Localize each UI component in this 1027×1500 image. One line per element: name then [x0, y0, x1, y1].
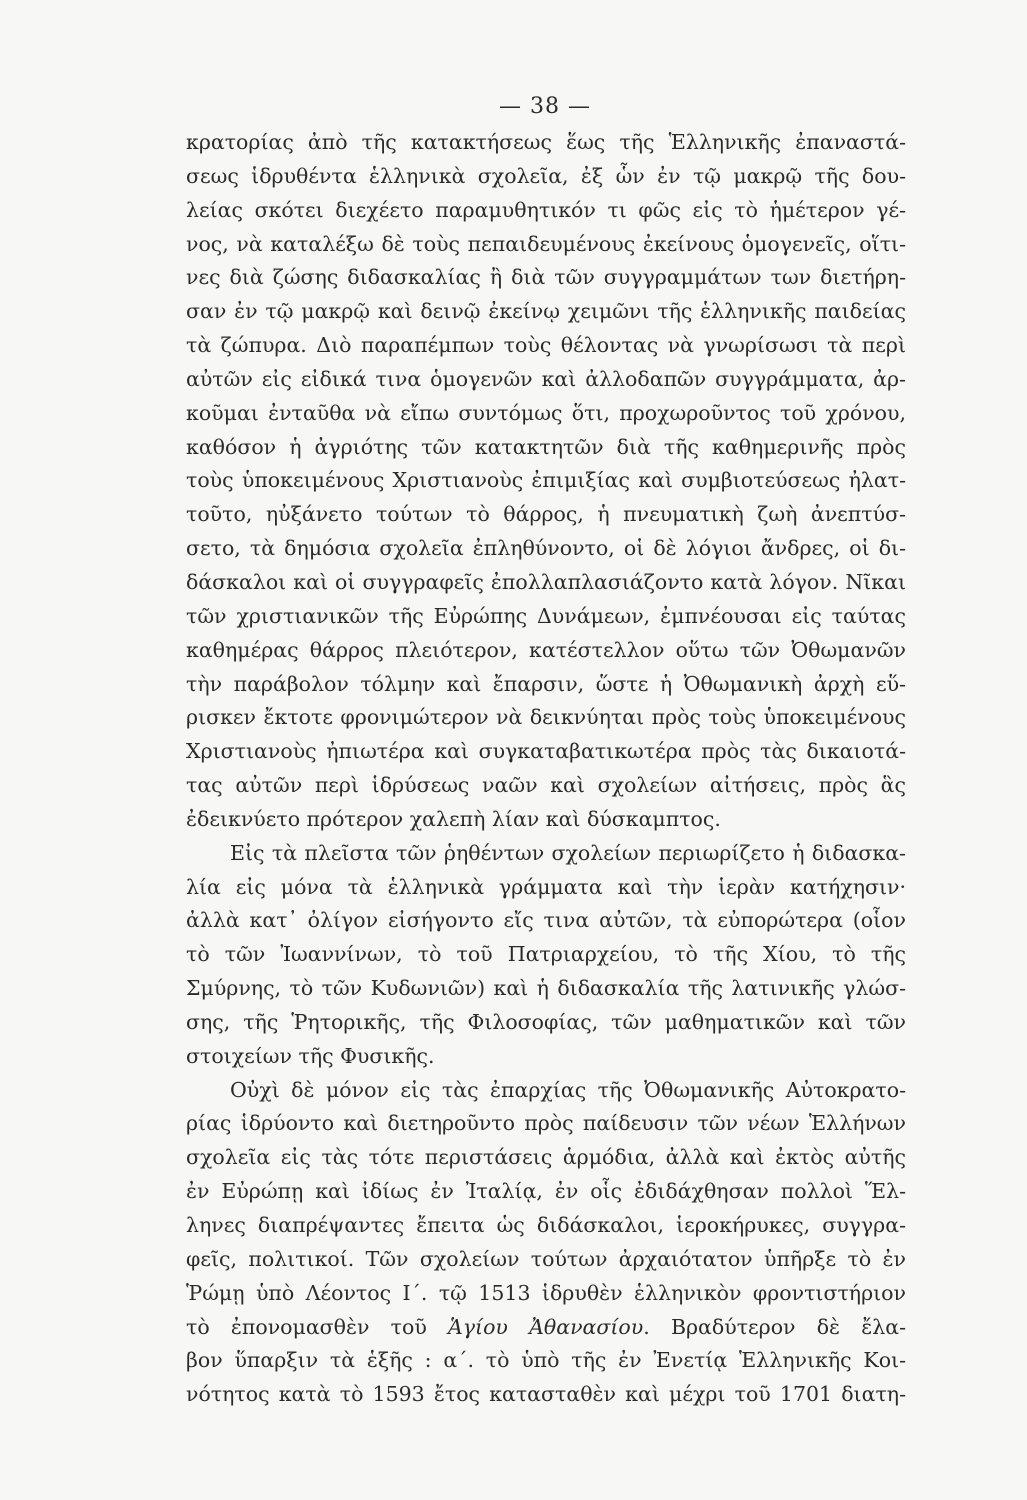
text-line: νος, νὰ καταλέξω δὲ τοὺς πεπαιδευμένους ἐκείνους ὁμογενεῖς, οἵτι- [186, 231, 906, 256]
text-line: καθόσον ἡ ἀγριότης τῶν κατακτητῶν διὰ τῆς καθημερινῆς πρὸς [186, 434, 906, 459]
text-line: νες διὰ ζώσης διδασκαλίας ἢ διὰ τῶν συγγραμμάτων των διετήρη- [186, 265, 906, 290]
text-line: τὸ τῶν Ἰωαννίνων, τὸ τοῦ Πατριαρχείου, τὸ τῆς Χίου, τὸ τῆς [186, 942, 906, 967]
text-line: λείας σκότει διεχέετο παραμυθητικόν τι φῶς εἰς τὸ ἡμέτερον γέ- [186, 197, 906, 222]
text-line-with-italic [186, 1311, 906, 1345]
text-line: σετο, τὰ δημόσια σχολεῖα ἐπληθύνοντο, οἱ δὲ λόγιοι ἄνδρες, οἱ δι- [186, 536, 906, 561]
text-line: βον ὕπαρξιν τὰ ἑξῆς : α΄. τὸ ὑπὸ τῆς ἐν Ἐνετίᾳ Ἑλληνικῆς Κοι- [186, 1348, 906, 1373]
text-line: λία εἰς μόνα τὰ ἑλληνικὰ γράμματα καὶ τὴν ἱερὰν κατήχησιν· [186, 874, 906, 899]
text-line: σης, τῆς Ῥητορικῆς, τῆς Φιλοσοφίας, τῶν μαθηματικῶν καὶ τῶν [186, 1009, 906, 1034]
text-line: σεως ἱδρυθέντα ἑλληνικὰ σχολεῖα, ἐξ ὧν ἐν τῷ μακρῷ τῆς δου- [186, 163, 906, 188]
text-line: φεῖς, πολιτικοί. Τῶν σχολείων τούτων ἀρχαιότατον ὑπῆρξε τὸ ἐν [186, 1246, 906, 1271]
text-segment: τὸ ἐπονομασθὲν τοῦ [186, 1314, 448, 1339]
text-line: Σμύρνης, τὸ τῶν Κυδωνιῶν) καὶ ἡ διδασκαλία τῆς λατινικῆς γλώσ- [186, 976, 906, 1001]
text-line: κρατορίας ἀπὸ τῆς κατακτήσεως ἕως τῆς Ἑλληνικῆς ἐπαναστά- [186, 130, 906, 154]
text-line: τοὺς ὑποκειμένους Χριστιανοὺς ἐπιμιξίας καὶ συμβιοτεύσεως ἠλατ- [186, 468, 906, 493]
text-line: ρισκεν ἔκτοτε φρονιμώτερον νὰ δεικνύηται πρὸς τοὺς ὑποκειμένους [186, 705, 906, 730]
text-line: ἀλλὰ κατ᾽ ὀλίγον εἰσήγοντο εἴς τινα αὐτῶν, τὰ εὐπορώτερα (οἷον [186, 908, 906, 933]
text-line: τὴν παράβολον τόλμην καὶ ἔπαρσιν, ὥστε ἡ Ὀθωμανικὴ ἀρχὴ εὕ- [186, 671, 906, 696]
paragraph-start-line: Οὐχὶ δὲ μόνον εἰς τὰς ἐπαρχίας τῆς Ὀθωμανικῆς Αὐτοκρατο- [230, 1077, 906, 1102]
text-line: σαν ἐν τῷ μακρῷ καὶ δεινῷ ἐκείνῳ χειμῶνι τῆς ἑλληνικῆς παιδείας [186, 299, 906, 324]
text-line: Ῥώμῃ ὑπὸ Λέοντος Ι΄. τῷ 1513 ἱδρυθὲν ἑλληνικὸν φροντιστήριον [186, 1280, 906, 1305]
text-line: τὰ ζώπυρα. Διὸ παραπέμπων τοὺς θέλοντας νὰ γνωρίσωσι τὰ περὶ [186, 333, 906, 358]
text-line: δάσκαλοι καὶ οἱ συγγραφεῖς ἐπολλαπλασιάζοντο κατὰ λόγον. Νῖκαι [186, 569, 906, 594]
paragraph-end-line: ἐδεικνύετο πρότερον χαλεπὴ λίαν καὶ δύσκαμπτος. [186, 806, 721, 831]
page-number: — 38 — [499, 94, 591, 119]
text-line: κοῦμαι ἐνταῦθα νὰ εἴπω συντόμως ὅτι, προχωροῦντος τοῦ χρόνου, [186, 400, 906, 425]
text-line: τας αὐτῶν περὶ ἱδρύσεως ναῶν καὶ σχολείων αἰτήσεις, πρὸς ἃς [186, 773, 906, 798]
text-line: ρίας ἱδρύοντο καὶ διετηροῦντο πρὸς παίδευσιν τῶν νέων Ἑλλήνων [186, 1111, 906, 1136]
text-line: σχολεῖα εἰς τὰς τότε περιστάσεις ἁρμόδια, ἀλλὰ καὶ ἐκτὸς αὐτῆς [186, 1145, 906, 1170]
text-line: καθημέρας θάρρος πλειότερον, κατέστελλον οὕτω τῶν Ὀθωμανῶν [186, 637, 906, 662]
text-segment: . Βραδύτερον δὲ ἔλα- [643, 1314, 906, 1339]
text-line: Χριστιανοὺς ἠπιωτέρα καὶ συγκαταβατικωτέρα πρὸς τὰς δικαιοτά- [186, 739, 906, 764]
text-line: αὐτῶν εἰς εἰδικά τινα ὁμογενῶν καὶ ἀλλοδαπῶν συγγράμματα, ἀρ- [186, 366, 906, 391]
text-line: νότητος κατὰ τὸ 1593 ἔτος κατασταθὲν καὶ μέχρι τοῦ 1701 διατη- [186, 1382, 906, 1407]
text-line: τοῦτο, ηὐξάνετο τούτων τὸ θάρρος, ἡ πνευματικὴ ζωὴ ἀνεπτύσ- [186, 502, 906, 527]
paragraph-start-line: Εἰς τὰ πλεῖστα τῶν ῥηθέντων σχολείων περιωρίζετο ἡ διδασκα- [230, 840, 906, 865]
italic-title: Ἁγίου Ἀθανασίου [448, 1314, 644, 1339]
text-line: ληνες διαπρέψαντες ἔπειτα ὡς διδάσκαλοι, ἱεροκήρυκες, συγγρα- [186, 1213, 906, 1237]
paragraph-end-line: στοιχείων τῆς Φυσικῆς. [186, 1043, 435, 1068]
text-line: τῶν χριστιανικῶν τῆς Εὐρώπης Δυνάμεων, ἐμπνέουσαι εἰς ταύτας [186, 603, 906, 628]
body-text [186, 126, 906, 1412]
text-line: ἐν Εὐρώπῃ καὶ ἰδίως ἐν Ἰταλίᾳ, ἐν οἷς ἐδιδάχθησαν πολλοὶ Ἕλ- [186, 1179, 906, 1204]
